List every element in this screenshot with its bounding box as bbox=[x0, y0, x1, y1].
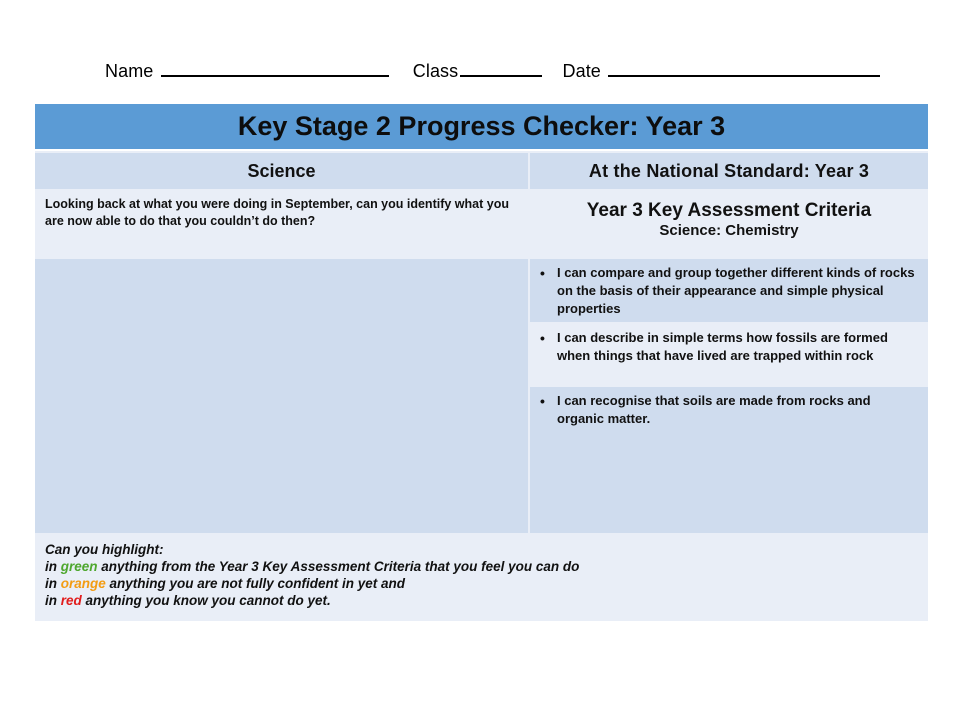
date-label: Date bbox=[562, 61, 601, 81]
instructions-heading: Can you highlight: bbox=[45, 542, 164, 557]
green-word: green bbox=[60, 559, 98, 574]
progress-checker-table bbox=[35, 104, 928, 621]
instruction-prefix: in bbox=[45, 576, 61, 591]
name-blank[interactable] bbox=[161, 59, 389, 77]
standard-heading: At the National Standard: Year 3 bbox=[530, 153, 928, 189]
instruction-rest: anything from the Year 3 Key Assessment Criteria that you feel you can do bbox=[97, 559, 580, 574]
criterion-text: I can recognise that soils are made from rocks and organic matter. bbox=[557, 393, 871, 426]
date-blank[interactable] bbox=[608, 59, 880, 77]
criterion-item[interactable] bbox=[530, 387, 928, 533]
table-title: Key Stage 2 Progress Checker: Year 3 bbox=[35, 104, 928, 151]
criteria-subtitle: Science: Chemistry bbox=[659, 222, 799, 239]
instruction-red bbox=[45, 592, 918, 609]
bullet-icon: • bbox=[540, 265, 545, 281]
class-blank[interactable] bbox=[460, 59, 542, 77]
class-label: Class bbox=[412, 61, 459, 81]
criteria-heading-cell bbox=[530, 191, 928, 257]
criterion-text: I can describe in simple terms how fossils are formed when things that have lived are trapped within rock bbox=[557, 330, 888, 363]
bullet-icon: • bbox=[540, 330, 545, 346]
criterion-item[interactable] bbox=[530, 259, 928, 322]
science-heading: Science bbox=[35, 153, 528, 189]
red-word: red bbox=[60, 593, 82, 608]
form-header bbox=[105, 59, 880, 82]
instruction-prefix: in bbox=[45, 559, 61, 574]
bullet-icon: • bbox=[540, 393, 545, 409]
reflection-question: Looking back at what you were doing in September, can you identify what you are now able to do that you couldn’t do then? bbox=[45, 197, 509, 228]
criteria-title: Year 3 Key Assessment Criteria bbox=[586, 200, 872, 221]
instruction-green bbox=[45, 558, 918, 575]
response-area[interactable] bbox=[35, 259, 528, 533]
orange-word: orange bbox=[60, 576, 106, 591]
reflection-question-cell bbox=[35, 191, 528, 257]
instruction-rest: anything you know you cannot do yet. bbox=[81, 593, 331, 608]
instruction-rest: anything you are not fully confident in yet and bbox=[105, 576, 406, 591]
highlight-instructions bbox=[35, 535, 928, 621]
criterion-item[interactable] bbox=[530, 324, 928, 385]
criterion-text: I can compare and group together different kinds of rocks on the basis of their appearance and simple physical properties bbox=[557, 265, 915, 316]
name-label: Name bbox=[105, 61, 154, 81]
instruction-prefix: in bbox=[45, 593, 61, 608]
instruction-orange bbox=[45, 575, 918, 592]
